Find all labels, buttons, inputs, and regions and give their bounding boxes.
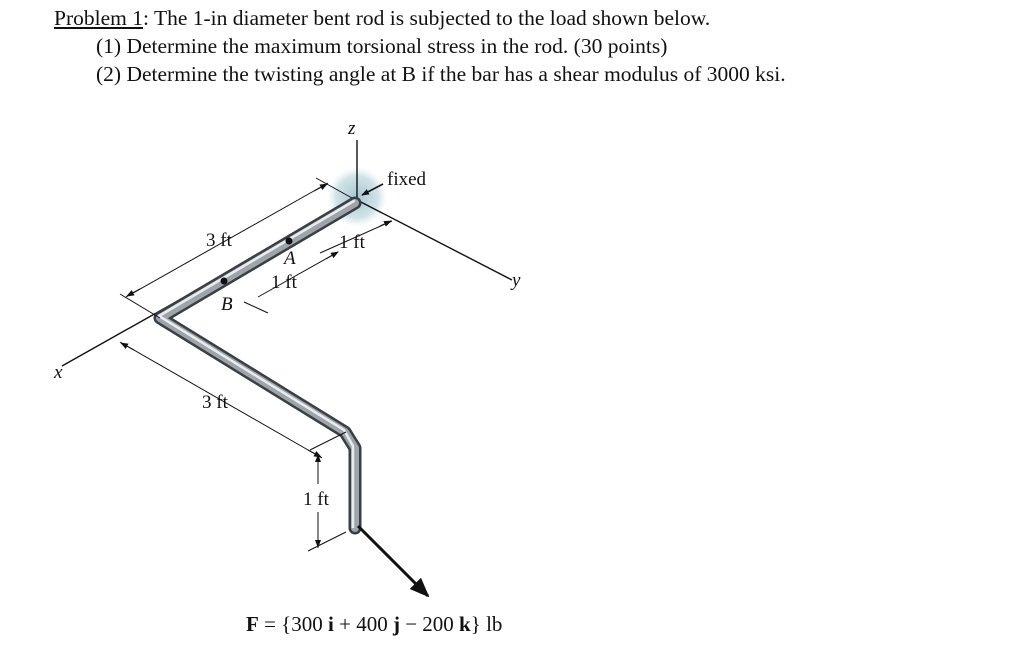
force-unit: } lb — [470, 612, 503, 636]
force-eq-3: − 200 — [399, 612, 460, 636]
dim-top-3ft: 3 ft — [206, 230, 232, 251]
force-symbol: F — [246, 612, 259, 636]
dim-diagonal-3ft: 3 ft — [202, 392, 228, 413]
point-B-marker — [221, 278, 228, 285]
force-equation — [246, 612, 502, 636]
problem-statement: : The 1-in diameter bent rod is subjected to the load shown below. — [142, 6, 711, 30]
question-1: (1) Determine the maximum torsional stress in the rod. (30 points) — [96, 34, 668, 58]
x-axis-label: x — [54, 362, 63, 383]
dim-arrow-6 — [308, 450, 321, 457]
dim-arrow-5 — [121, 343, 134, 350]
force-arrow — [358, 526, 428, 596]
force-eq-2: + 400 — [333, 612, 393, 636]
dim-arrow-1 — [127, 289, 140, 296]
dim-fixed-1ft: 1 ft — [339, 232, 365, 253]
dim-ext-top-a — [120, 294, 160, 318]
force-j: j — [392, 612, 400, 636]
dim-ext-diag-b — [310, 432, 346, 450]
dim-arrow-4 — [326, 252, 338, 259]
y-axis — [357, 200, 512, 280]
fixed-label: fixed — [387, 169, 427, 190]
dim-ext-vertical-bottom — [308, 532, 346, 551]
dim-A-1ft: 1 ft — [271, 272, 297, 293]
problem-label: Problem 1 — [54, 6, 143, 30]
dim-arrow-3 — [380, 221, 391, 226]
force-i: i — [328, 612, 334, 636]
question-2: (2) Determine the twisting angle at B if the bar has a shear modulus of 3000 ksi. — [96, 62, 786, 86]
B-leader — [244, 302, 268, 313]
dim-vertical-1ft: 1 ft — [303, 489, 329, 510]
force-eq-1: = {300 — [258, 612, 329, 636]
point-A-marker — [286, 238, 293, 245]
point-B-label: B — [221, 294, 233, 315]
force-k: k — [459, 612, 471, 636]
point-A-label: A — [284, 248, 296, 269]
dim-arrow-2 — [314, 184, 327, 191]
z-axis-label: z — [348, 118, 356, 139]
y-axis-label: y — [512, 270, 521, 291]
